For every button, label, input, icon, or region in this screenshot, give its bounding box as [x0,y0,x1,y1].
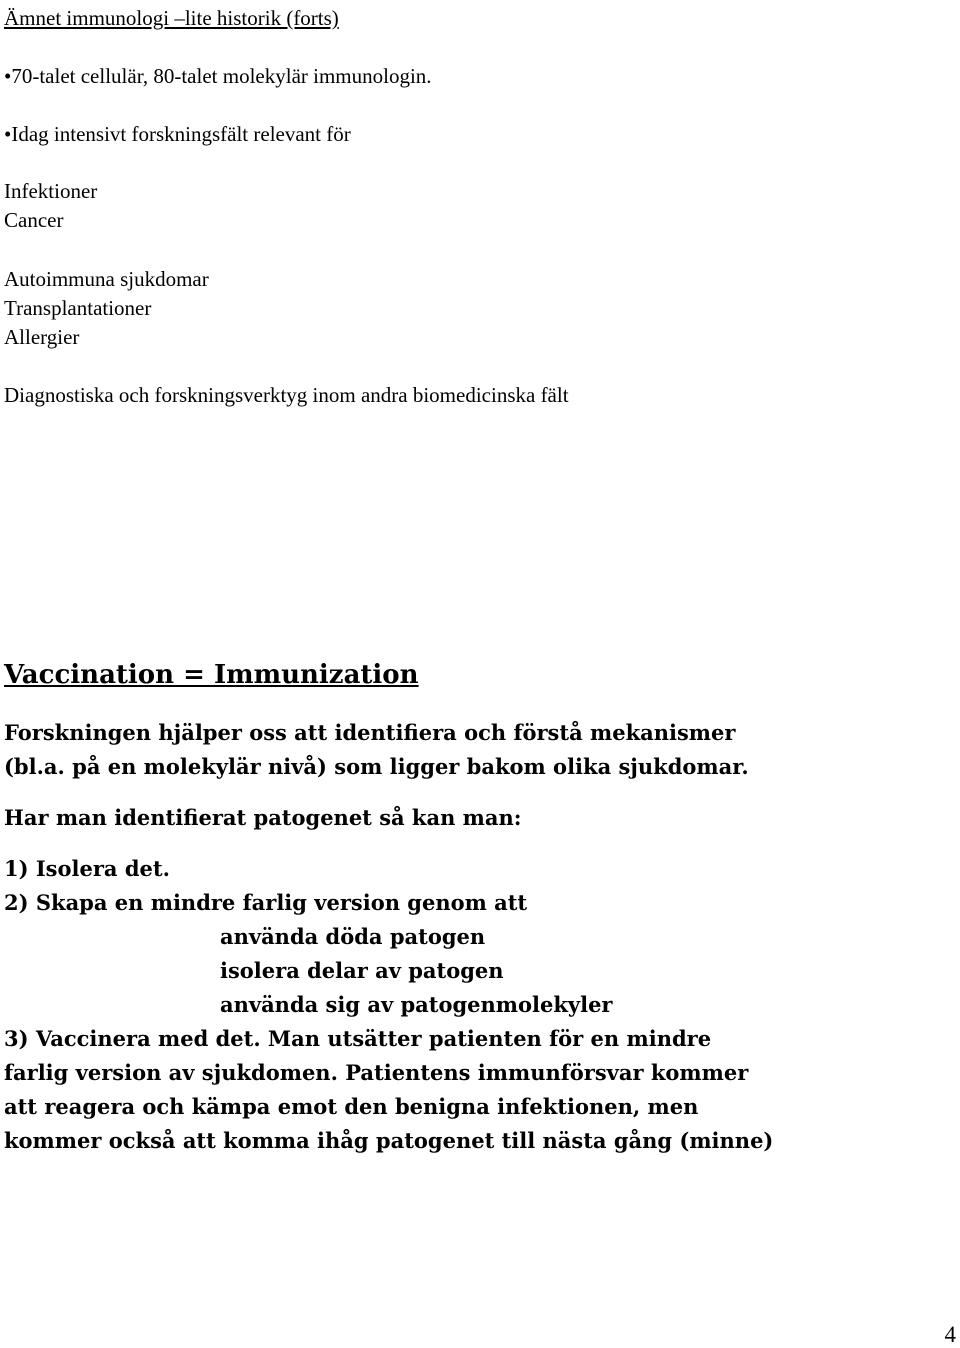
field-allergier: Allergier [4,325,80,349]
intro-line-1: Forskningen hjälper oss att identifiera och förstå mekanismer [4,720,736,745]
step-3-line: 3) Vaccinera med det. Man utsätter patienten för en mindre [4,1026,712,1051]
step-1: 1) Isolera det. [4,856,170,881]
step-3-line: farlig version av sjukdomen. Patientens immunförsvar kommer [4,1060,749,1085]
field-cancer: Cancer [4,208,64,232]
history-bullet-2: •Idag intensivt forskningsfält relevant för [4,122,351,146]
step-2: 2) Skapa en mindre farlig version genom att [4,890,528,915]
page-title: Ämnet immunologi –lite historik (forts) [4,6,339,30]
field-infektioner: Infektioner [4,179,98,203]
page-number: 4 [944,1322,956,1347]
vaccination-heading: Vaccination = Immunization [4,660,419,690]
step-3-line: att reagera och kämpa emot den benigna infektionen, men [4,1094,699,1119]
field-transplantationer: Transplantationer [4,296,152,320]
step-2-option: använda sig av patogenmolekyler [220,992,613,1017]
question-line: Har man identifierat patogenet så kan man: [4,805,522,830]
tools-line: Diagnostiska och forskningsverktyg inom andra biomedicinska fält [4,383,569,407]
step-2-option: använda döda patogen [220,924,486,949]
field-autoimmuna: Autoimmuna sjukdomar [4,267,209,291]
step-2-option: isolera delar av patogen [220,958,504,983]
step-3-line: kommer också att komma ihåg patogenet till nästa gång (minne) [4,1128,774,1153]
history-bullet-1: •70-talet cellulär, 80-talet molekylär immunologin. [4,64,432,88]
intro-line-2: (bl.a. på en molekylär nivå) som ligger bakom olika sjukdomar. [4,754,749,779]
